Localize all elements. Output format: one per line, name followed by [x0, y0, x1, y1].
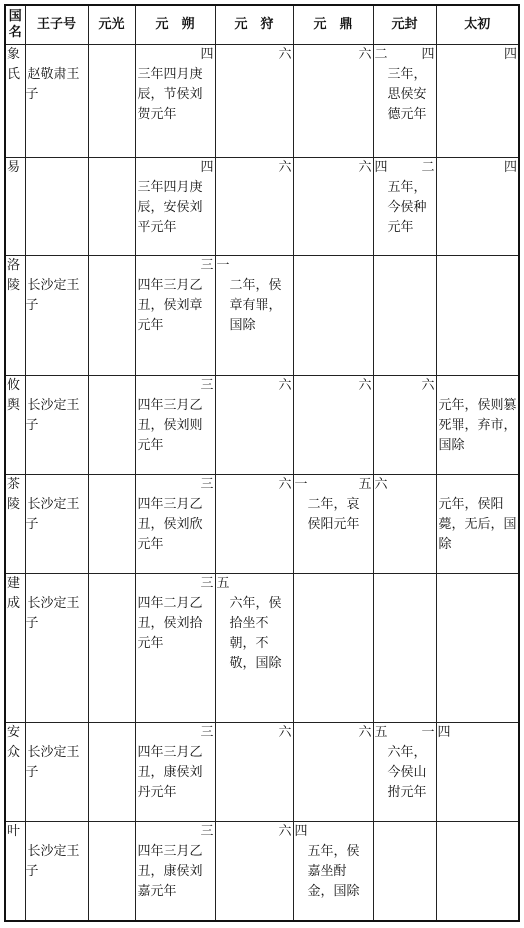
cell-shuo: [135, 574, 215, 723]
year-count-right: 四: [503, 160, 517, 175]
year-count-left: 五: [374, 725, 388, 740]
year-count-right: 六: [421, 378, 435, 393]
header-row: [5, 5, 519, 45]
cell-feng: [373, 574, 436, 723]
year-count-right: 三: [200, 576, 214, 591]
year-count-right: 三: [200, 725, 214, 740]
cell-shou-counts: [216, 723, 293, 743]
cell-ding: [293, 822, 373, 921]
cell-shuo-note: 四年三月乙丑，康侯刘丹元年: [137, 745, 203, 800]
cell-shuo-counts: [136, 45, 215, 65]
cell-shou-note: 六年，侯拾坐不朝，不敬，国除: [229, 596, 282, 671]
cell-shuo: [135, 822, 215, 921]
cell-shuo: [135, 256, 215, 376]
year-count-right: 六: [278, 378, 292, 393]
year-count-right: 三: [200, 378, 214, 393]
year-count-left: 一: [294, 477, 308, 492]
cell-wangzihao-text: 长沙定王子: [25, 844, 80, 879]
cell-feng-counts: [374, 376, 436, 396]
cell-shuo-counts: [136, 158, 215, 178]
cell-wangzihao-text: 长沙定王子: [25, 745, 80, 780]
cell-shou: [215, 45, 293, 158]
cell-shuo-counts: [136, 574, 215, 594]
cell-wangzihao: [25, 376, 88, 475]
cell-shuo: [135, 158, 215, 256]
cell-shou-counts: [216, 158, 293, 178]
cell-shuo-note: 四年二月乙丑，侯刘拾元年: [137, 596, 203, 651]
cell-ding: [293, 574, 373, 723]
year-count-right: 六: [278, 725, 292, 740]
cell-ding: [293, 475, 373, 574]
cell-shuo-counts: [136, 376, 215, 396]
cell-yuanguang: [88, 574, 135, 723]
cell-ding-counts: [294, 723, 373, 743]
header-yuanfeng: 元封: [373, 5, 436, 45]
year-count-right: 一: [421, 725, 435, 740]
cell-ding-counts: [294, 475, 373, 495]
cell-shou: [215, 158, 293, 256]
header-yuanshuo: 元 朔: [135, 5, 215, 45]
header-wangzihao: 王子号: [25, 5, 88, 45]
year-count-right: 四: [421, 47, 435, 62]
year-count-right: 五: [358, 477, 372, 492]
year-count-right: 三: [200, 477, 214, 492]
cell-ding: [293, 723, 373, 822]
cell-taichu: [436, 376, 519, 475]
cell-taichu: [436, 158, 519, 256]
cell-yuanguang: [88, 475, 135, 574]
cell-feng: [373, 256, 436, 376]
header-yuanding: 元 鼎: [293, 5, 373, 45]
table-row: [5, 475, 519, 574]
year-count-left: 二: [374, 47, 388, 62]
cell-guoming-text: 洛陵: [7, 258, 21, 293]
cell-shuo-note: 四年三月乙丑，康侯刘嘉元年: [137, 844, 203, 899]
cell-taichu: [436, 822, 519, 921]
cell-guoming: [5, 822, 25, 921]
cell-ding-note: 二年，哀侯阳元年: [307, 497, 360, 532]
cell-shuo-note: 四年三月乙丑，侯刘则元年: [137, 398, 203, 453]
cell-guoming-text: 安众: [7, 725, 21, 760]
cell-shou-counts: [216, 475, 293, 495]
cell-yuanguang: [88, 45, 135, 158]
cell-feng-counts: [374, 45, 436, 65]
cell-taichu-note: 元年，侯则篡死罪，弃市，国除: [438, 398, 517, 453]
cell-shuo-counts: [136, 475, 215, 495]
cell-taichu-counts: [437, 158, 519, 178]
year-count-left: 一: [216, 258, 230, 273]
cell-shou-counts: [216, 256, 293, 276]
cell-taichu: [436, 574, 519, 723]
genealogy-table: [4, 4, 520, 922]
year-count-left: 四: [374, 160, 388, 175]
cell-shou-counts: [216, 45, 293, 65]
year-count-right: 六: [278, 824, 292, 839]
cell-guoming: [5, 376, 25, 475]
cell-shuo-note: 三年四月庚辰，节侯刘贺元年: [137, 67, 203, 122]
cell-shou: [215, 256, 293, 376]
cell-feng-counts: [374, 723, 436, 743]
table-body: [5, 45, 519, 921]
cell-yuanguang: [88, 723, 135, 822]
cell-feng-counts: [374, 574, 436, 594]
cell-feng-note: 五年，今侯种元年: [387, 180, 427, 235]
cell-shou: [215, 376, 293, 475]
cell-ding-counts: [294, 158, 373, 178]
cell-shou-note: 二年，侯章有罪，国除: [229, 278, 282, 333]
cell-ding-counts: [294, 822, 373, 842]
cell-wangzihao-text: 长沙定王子: [25, 596, 80, 631]
cell-shuo-note: 四年三月乙丑，侯刘欣元年: [137, 497, 203, 552]
cell-taichu: [436, 45, 519, 158]
year-count-right: 四: [200, 160, 214, 175]
cell-taichu: [436, 475, 519, 574]
cell-shuo-counts: [136, 723, 215, 743]
cell-wangzihao: [25, 45, 88, 158]
table-wrapper: [4, 4, 520, 922]
year-count-right: 六: [278, 160, 292, 175]
cell-wangzihao: [25, 822, 88, 921]
cell-taichu-note: 元年，侯阳薨，无后，国除: [438, 497, 517, 552]
cell-guoming-text: 易: [7, 160, 21, 175]
cell-taichu-counts: [437, 256, 519, 276]
table-row: [5, 376, 519, 475]
cell-wangzihao-text: 长沙定王子: [25, 398, 80, 433]
cell-guoming-text: 攸舆: [7, 378, 21, 413]
table-row: [5, 723, 519, 822]
cell-feng: [373, 822, 436, 921]
year-count-right: 四: [200, 47, 214, 62]
table-row: [5, 822, 519, 921]
cell-shou-counts: [216, 822, 293, 842]
year-count-right: 六: [358, 160, 372, 175]
cell-feng: [373, 158, 436, 256]
cell-shou-counts: [216, 376, 293, 396]
cell-guoming: [5, 158, 25, 256]
year-count-left: 四: [294, 824, 308, 839]
cell-guoming-text: 叶: [7, 824, 21, 839]
cell-shuo: [135, 723, 215, 822]
year-count-right: 二: [421, 160, 435, 175]
cell-shou: [215, 822, 293, 921]
year-count-right: 六: [358, 725, 372, 740]
cell-wangzihao: [25, 574, 88, 723]
cell-shou: [215, 475, 293, 574]
cell-shou-counts: [216, 574, 293, 594]
cell-taichu: [436, 256, 519, 376]
cell-shuo: [135, 45, 215, 158]
cell-shuo-note: 四年三月乙丑，侯刘章元年: [137, 278, 203, 333]
cell-guoming-text: 象氏: [7, 47, 21, 82]
cell-yuanguang: [88, 822, 135, 921]
cell-ding: [293, 376, 373, 475]
cell-feng-counts: [374, 475, 436, 495]
cell-ding: [293, 256, 373, 376]
cell-shuo-note: 三年四月庚辰，安侯刘平元年: [137, 180, 203, 235]
year-count-right: 四: [503, 47, 517, 62]
cell-ding-note: 五年，侯嘉坐酎金，国除: [307, 844, 360, 899]
header-yuanshou: 元 狩: [215, 5, 293, 45]
cell-wangzihao-text: 长沙定王子: [25, 497, 80, 532]
cell-wangzihao: [25, 723, 88, 822]
cell-shou: [215, 574, 293, 723]
cell-shuo: [135, 475, 215, 574]
cell-taichu-counts: [437, 45, 519, 65]
cell-guoming-text: 建成: [7, 576, 21, 611]
cell-wangzihao: [25, 475, 88, 574]
header-guoming: 国名: [5, 5, 25, 45]
cell-wangzihao-text: 赵敬肃王子: [25, 67, 80, 102]
cell-yuanguang: [88, 158, 135, 256]
cell-taichu-counts: [437, 475, 519, 495]
cell-ding-counts: [294, 574, 373, 594]
cell-wangzihao: [25, 158, 88, 256]
cell-guoming: [5, 256, 25, 376]
cell-guoming: [5, 475, 25, 574]
year-count-left: 四: [437, 725, 451, 740]
year-count-left: 六: [374, 477, 388, 492]
cell-ding: [293, 158, 373, 256]
cell-feng: [373, 45, 436, 158]
cell-shuo-counts: [136, 822, 215, 842]
cell-feng: [373, 723, 436, 822]
cell-feng: [373, 475, 436, 574]
cell-feng: [373, 376, 436, 475]
cell-taichu-counts: [437, 822, 519, 842]
year-count-right: 三: [200, 824, 214, 839]
table-row: [5, 574, 519, 723]
cell-guoming-text: 茶陵: [7, 477, 21, 512]
year-count-right: 六: [278, 47, 292, 62]
cell-wangzihao-text: 长沙定王子: [25, 278, 80, 313]
cell-feng-note: 六年，今侯山拊元年: [387, 745, 427, 800]
cell-yuanguang: [88, 376, 135, 475]
cell-guoming: [5, 723, 25, 822]
cell-shou: [215, 723, 293, 822]
table-row: [5, 158, 519, 256]
table-row: [5, 256, 519, 376]
cell-yuanguang: [88, 256, 135, 376]
cell-ding-counts: [294, 256, 373, 276]
cell-feng-note: 三年，思侯安德元年: [387, 67, 427, 122]
cell-feng-counts: [374, 256, 436, 276]
cell-taichu-counts: [437, 723, 519, 743]
year-count-right: 六: [278, 477, 292, 492]
cell-shuo: [135, 376, 215, 475]
year-count-left: 五: [216, 576, 230, 591]
year-count-right: 六: [358, 378, 372, 393]
cell-wangzihao-text: [26, 180, 30, 195]
cell-taichu-counts: [437, 574, 519, 594]
cell-ding-counts: [294, 45, 373, 65]
cell-taichu-counts: [437, 376, 519, 396]
year-count-right: 三: [200, 258, 214, 273]
cell-ding: [293, 45, 373, 158]
cell-taichu: [436, 723, 519, 822]
header-taichu: 太初: [436, 5, 519, 45]
header-yuanguang: 元光: [88, 5, 135, 45]
cell-shuo-counts: [136, 256, 215, 276]
year-count-right: 六: [358, 47, 372, 62]
cell-wangzihao: [25, 256, 88, 376]
cell-feng-counts: [374, 822, 436, 842]
cell-guoming: [5, 45, 25, 158]
table-row: [5, 45, 519, 158]
cell-ding-counts: [294, 376, 373, 396]
cell-guoming: [5, 574, 25, 723]
cell-feng-counts: [374, 158, 436, 178]
